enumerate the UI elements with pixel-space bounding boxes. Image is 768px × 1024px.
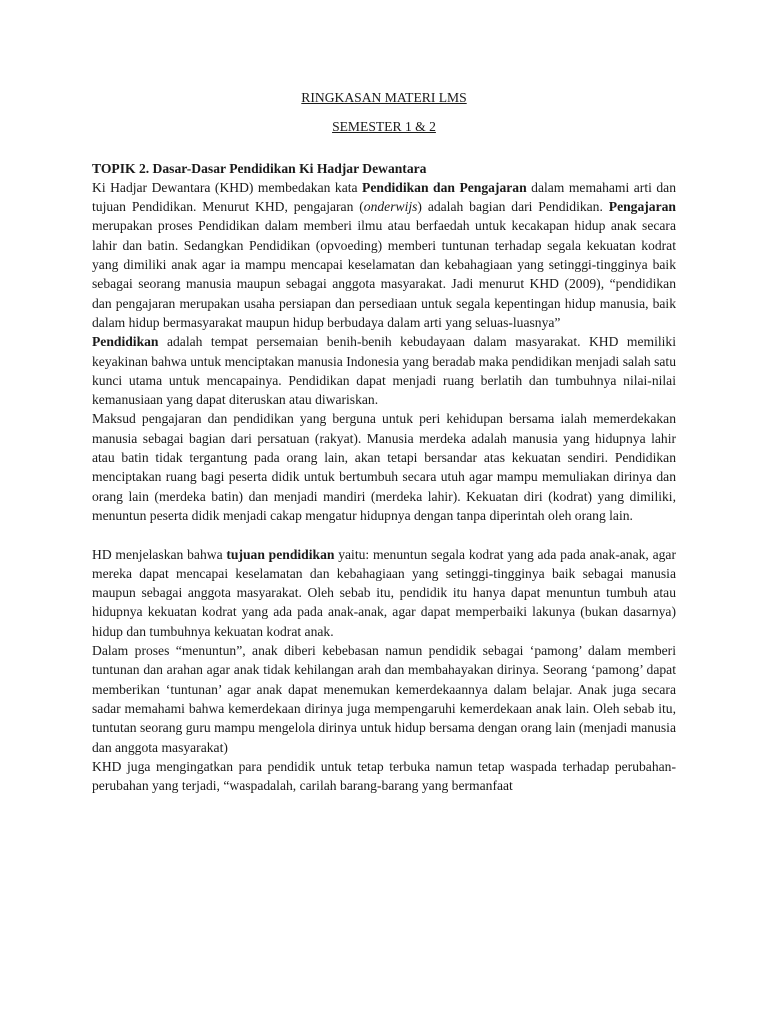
paragraph-2 <box>92 332 676 409</box>
topic-heading: TOPIK 2. Dasar-Dasar Pendidikan Ki Hadjar Dewantara <box>92 160 427 176</box>
document-page <box>92 88 676 795</box>
text-span: adalah tempat persemaian benih-benih kebudayaan dalam masyarakat. KHD memiliki keyakinan bahwa untuk menciptakan manusia Indonesia yang beradab maka pendidikan menjadi salah satu kunci utama untuk mencapainya. Pendidikan dapat menjadi ruang berlatih dan tumbuhnya nilai-nilai kemanusiaan yang dapat diteruskan atau diwariskan. <box>92 334 676 408</box>
text-span: dalam memahami arti dan tujuan Pendidikan. Menurut KHD, pengajaran ( <box>92 179 676 215</box>
text-span: Ki Hadjar Dewantara (KHD) membedakan kata <box>92 179 363 195</box>
bold-term: Pendidikan <box>92 334 159 350</box>
text-span: merupakan proses Pendidikan dalam memberi ilmu atau berfaedah untuk kecakapan hidup anak secara lahir dan batin. Sedangkan Pendidikan (opvoeding) memberi tuntunan terhadap segala kekuatan kodrat yang dimiliki anak agar ia mampu mencapai keselamatan dan kebahagiaan yang setinggi-tingginya baik sebagai seorang manusia maupun sebagai anggota masyarakat. Jadi menurut KHD (2009), “pendidikan dan pengajaran merupakan usaha persiapan dan persediaan untuk segala kepentingan hidup manusia, baik dalam hidup bermasyarakat maupun hidup berbudaya dalam arti yang seluas-luasnya” <box>92 218 676 330</box>
bold-term: Pengajaran <box>608 199 676 215</box>
paragraph-4 <box>92 545 676 641</box>
paragraph-1 <box>92 178 676 332</box>
document-subtitle: SEMESTER 1 & 2 <box>332 119 436 135</box>
bold-term: tujuan pendidikan <box>226 546 335 562</box>
text-span: HD menjelaskan bahwa <box>92 546 227 562</box>
document-title: RINGKASAN MATERI LMS <box>301 90 467 105</box>
text-span: ) adalah bagian dari Pendidikan. <box>417 199 609 215</box>
bold-term: Pendidikan dan Pengajaran <box>362 179 527 195</box>
italic-term: onderwijs <box>363 199 418 215</box>
paragraph-3: Maksud pengajaran dan pendidikan yang berguna untuk peri kehidupan bersama ialah memerdekakan manusia sebagai bagian dari persatuan (rakyat). Manusia merdeka adalah manusia yang hidupnya lahir atau batin tidak tergantung pada orang lain, akan tetapi bersandar atas kekuatan sendiri. Pendidikan menciptakan ruang bagi peserta didik untuk bertumbuh secara utuh agar mampu memuliakan dirinya dan orang lain (merdeka batin) dan menjadi mandiri (merdeka lahir). Kekuatan diri (kodrat) yang dimiliki, menuntun peserta didik menjadi cakap mengatur hidupnya dengan tanpa diperintah oleh orang lain. <box>92 411 676 523</box>
paragraph-gap <box>92 525 676 544</box>
paragraph-6: KHD juga mengingatkan para pendidik untuk tetap terbuka namun tetap waspada terhadap perubahan-perubahan yang terjadi, “waspadalah, carilah barang-barang yang bermanfaat <box>92 758 676 794</box>
text-span: yaitu: menuntun segala kodrat yang ada pada anak-anak, agar mereka dapat mencapai keselamatan dan kebahagiaan yang setinggi-tingginya baik sebagai manusia maupun sebagai anggota masyarakat. Oleh sebab itu, pendidik itu hanya dapat menuntun tumbuh atau hidupnya kekuatan kodrat yang ada pada anak-anak, agar dapat memperbaiki lakunya (bukan dasarnya) hidup dan tumbuhnya kekuatan kodrat anak. <box>92 546 676 639</box>
paragraph-5: Dalam proses “menuntun”, anak diberi kebebasan namun pendidik sebagai ‘pamong’ dalam memberi tuntunan dan arahan agar anak tidak kehilangan arah dan membahayakan dirinya. Seorang ‘pamong’ dapat memberikan ‘tuntunan’ agar anak dapat menemukan kemerdekaannya dalam belajar. Anak juga secara sadar memahami bahwa kemerdekaan dirinya juga mempengaruhi kemerdekaan anak lain. Oleh sebab itu, tuntutan seorang guru mampu mengelola dirinya untuk hidup bersama dengan orang lain (menjadi manusia dan anggota masyarakat) <box>92 643 676 755</box>
